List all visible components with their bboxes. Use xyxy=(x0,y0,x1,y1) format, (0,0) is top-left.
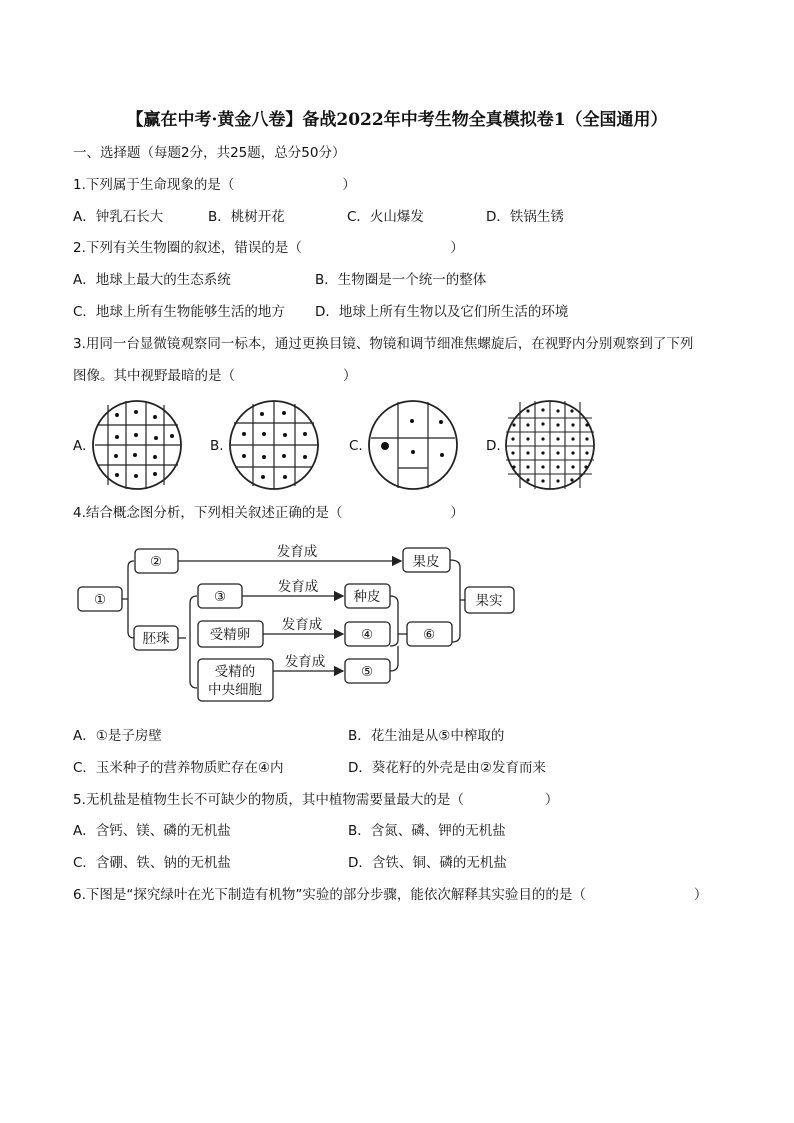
question-3-option-b[interactable]: B. xyxy=(210,438,224,454)
question-3-stem-continued: 图像。其中视野最暗的是（ ） xyxy=(73,368,357,384)
node-6-label: ⑥ xyxy=(422,627,436,643)
question-5-option-b[interactable]: B．含氮、磷、钾的无机盐 xyxy=(348,823,506,839)
question-4-option-a[interactable]: A．①是子房壁 xyxy=(73,728,162,744)
page-title: 【赢在中考·黄金八卷】备战2022年中考生物全真模拟卷1（全国通用） xyxy=(126,110,668,130)
question-4-option-d[interactable]: D．葵花籽的外壳是由②发育而来 xyxy=(348,760,546,776)
question-3-stem: 3.用同一台显微镜观察同一标本，通过更换目镜、物镜和调节细准焦螺旋后，在视野内分别观察到了下列 xyxy=(73,336,694,352)
question-1-option-a[interactable]: A．钟乳石长大 xyxy=(73,209,164,225)
microscope-view-b[interactable] xyxy=(230,401,318,489)
question-2-option-a[interactable]: A．地球上最大的生态系统 xyxy=(73,272,231,288)
node-4-label: ④ xyxy=(360,627,374,643)
section-heading: 一、选择题（每题2分，共25题，总分50分） xyxy=(73,145,346,161)
question-4-stem: 4.结合概念图分析，下列相关叙述正确的是（ ） xyxy=(73,505,464,521)
node-2-label: ② xyxy=(149,554,163,570)
question-4-option-b[interactable]: B．花生油是从⑤中榨取的 xyxy=(348,728,505,744)
embryo-label: 胚珠 xyxy=(142,631,170,647)
question-1-option-d[interactable]: D．铁锅生锈 xyxy=(486,209,564,225)
central-cell-label-line2: 中央细胞 xyxy=(208,682,262,698)
microscope-view-c[interactable] xyxy=(369,401,457,489)
question-2-option-d[interactable]: D．地球上所有生物以及它们所生活的环境 xyxy=(315,304,569,320)
arrow-label-1: 发育成 xyxy=(276,544,318,560)
question-5-stem: 5.无机盐是植物生长不可缺少的物质，其中植物需要量最大的是（ ） xyxy=(73,792,559,808)
question-4-option-c[interactable]: C．玉米种子的营养物质贮存在④内 xyxy=(73,760,284,776)
question-1-option-c[interactable]: C．火山爆发 xyxy=(347,209,424,225)
question-3-option-d[interactable]: D. xyxy=(486,438,501,454)
question-5-option-d[interactable]: D．含铁、铜、磷的无机盐 xyxy=(348,855,507,871)
question-5-option-c[interactable]: C．含硼、铁、钠的无机盐 xyxy=(73,855,231,871)
fruit-label: 果实 xyxy=(475,593,503,609)
arrow-label-2: 发育成 xyxy=(277,579,319,595)
question-2-stem: 2.下列有关生物圈的叙述，错误的是（ ） xyxy=(73,240,464,256)
question-3-option-c[interactable]: C. xyxy=(349,438,363,454)
question-1-option-b[interactable]: B．桃树开花 xyxy=(208,209,285,225)
node-5-label: ⑤ xyxy=(360,664,374,680)
seed-coat-label: 种皮 xyxy=(353,589,381,605)
microscope-view-d[interactable] xyxy=(506,401,594,489)
concept-diagram-labels xyxy=(94,543,503,698)
microscope-view-a[interactable] xyxy=(93,401,181,489)
question-1-stem: 1.下列属于生命现象的是（ ） xyxy=(73,177,356,193)
question-3-option-a[interactable]: A. xyxy=(73,438,87,454)
fertilized-egg-label: 受精卵 xyxy=(209,627,251,643)
arrow-label-3: 发育成 xyxy=(281,617,323,633)
node-3-label: ③ xyxy=(213,589,227,605)
node-1-label: ① xyxy=(93,592,107,608)
central-cell-label-line1: 受精的 xyxy=(214,664,256,680)
question-2-option-b[interactable]: B．生物圈是一个统一的整体 xyxy=(315,272,487,288)
question-6-stem: 6.下图是“探究绿叶在光下制造有机物”实验的部分步骤，能依次解释其实验目的的是（ ） xyxy=(73,887,708,903)
question-2-option-c[interactable]: C．地球上所有生物能够生活的地方 xyxy=(73,304,285,320)
pericarp-label: 果皮 xyxy=(412,554,440,570)
arrow-label-4: 发育成 xyxy=(284,654,326,670)
question-5-option-a[interactable]: A．含钙、镁、磷的无机盐 xyxy=(73,823,231,839)
